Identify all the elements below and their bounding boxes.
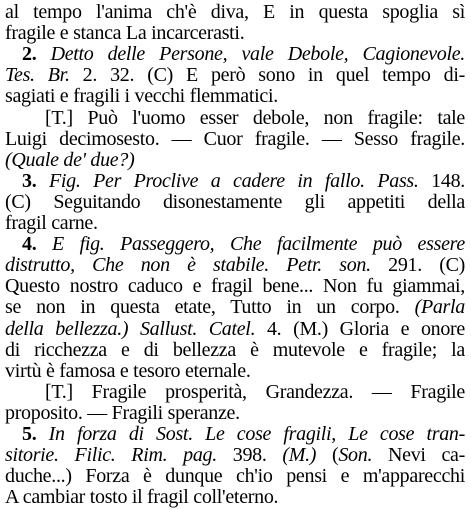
text-line	[0, 402, 471, 424]
text-segment: se non in questa etate, Tutto in un corpo.	[5, 296, 415, 319]
text-line	[0, 486, 471, 508]
text-segment: 5.	[22, 423, 49, 445]
text-segment: Fig. Per Proclive a cadere in fallo. Pass.	[48, 169, 419, 192]
text-line	[0, 360, 471, 382]
text-segment: [T.] Può l'uomo esser debole, non fragile: tale	[45, 106, 465, 129]
text-segment: sagiati e fragili i vecchi flemmatici.	[5, 85, 278, 108]
text-line	[0, 275, 471, 297]
text-segment: (Quale de' due?)	[5, 148, 135, 171]
text-line	[0, 296, 471, 318]
text-line	[0, 128, 471, 150]
text-line	[0, 381, 471, 403]
text-segment: (Parla	[414, 296, 465, 319]
text-segment: Son.	[338, 444, 373, 467]
text-segment: Questo nostro caduco e fragil bene... Non fu giammai,	[5, 275, 465, 298]
text-segment: [T.] Fragile prosperità, Grandezza. — Fragile	[45, 380, 465, 403]
text-line	[0, 254, 471, 276]
text-segment: Tes. Br.	[5, 64, 70, 87]
text-segment: fragil carne.	[5, 212, 98, 234]
text-segment: 398.	[216, 444, 283, 467]
text-segment: (M.)	[282, 444, 317, 467]
text-line	[0, 149, 471, 171]
text-segment: Luigi decimosesto. — Cuor fragile. — Sesso fragile.	[5, 127, 465, 150]
text-segment: E fig. Passeggero, Che facilmente può essere	[52, 233, 466, 256]
text-line	[0, 85, 471, 107]
text-segment: A cambiar tosto il fragil coll'eterno.	[5, 486, 279, 509]
text-line	[0, 107, 471, 129]
text-segment: 148.	[418, 169, 465, 192]
text-line	[0, 212, 471, 234]
text-segment: (	[316, 444, 339, 467]
text-line	[0, 233, 471, 255]
text-segment: 4. (M.) Gloria e onore	[255, 317, 465, 340]
text-line	[0, 43, 471, 65]
text-line	[0, 1, 471, 23]
text-line	[0, 191, 471, 213]
text-line	[0, 170, 471, 192]
text-segment: 2. 32. (C) E però sono in quel tempo di-	[69, 64, 465, 87]
text-segment: di ricchezza e di bellezza è mutevole e fragile; la	[5, 338, 465, 361]
text-segment: (C) Seguitando disonestamente gli appetiti della	[5, 190, 465, 213]
text-segment: proposito. — Fragili speranze.	[5, 401, 240, 424]
text-segment: della bellezza.) Sallust. Catel.	[5, 317, 256, 340]
text-segment: virtù è famosa e tesoro eternale.	[5, 359, 251, 382]
text-line	[0, 318, 471, 340]
text-line	[0, 465, 471, 487]
text-segment: 3.	[22, 169, 49, 192]
text-segment: 291. (C)	[370, 254, 465, 277]
text-line	[0, 444, 471, 466]
text-segment: Detto delle Persone, vale Debole, Cagionevole.	[50, 43, 466, 66]
text-segment: In forza di Sost. Le cose fragili, Le cose tran-	[48, 423, 465, 445]
text-segment: al tempo l'anima ch'è diva, E in questa spoglia sì	[5, 1, 465, 23]
text-segment: 4.	[22, 233, 53, 256]
text-segment: fragile e stanca La incarcerasti.	[5, 22, 245, 45]
text-segment: Nevi ca-	[372, 444, 465, 467]
text-line	[0, 64, 471, 86]
text-line	[0, 339, 471, 361]
text-segment: duche...) Forza è dunque ch'io pensi e m'apparecchi	[5, 465, 465, 488]
text-segment: 2.	[22, 43, 51, 66]
text-line	[0, 22, 471, 44]
text-segment: distrutto, Che non è stabile. Petr. son.	[5, 254, 371, 277]
text-line	[0, 423, 471, 445]
text-segment: sitorie. Filic. Rim. pag.	[5, 444, 217, 467]
